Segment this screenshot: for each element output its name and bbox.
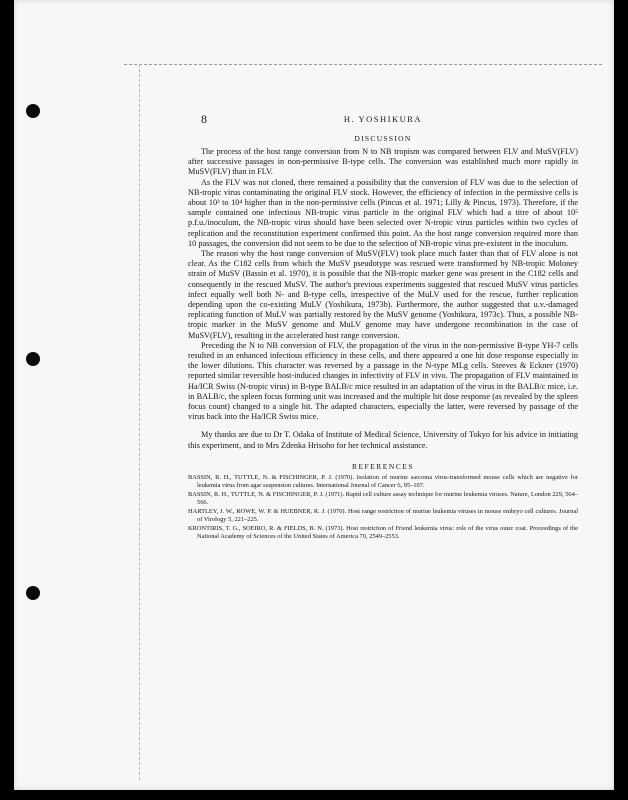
acknowledgement: My thanks are due to Dr T. Odaka of Institute of Medical Science, University of Tokyo for his advice in initiating this experiment, and to Mrs Zdenka Hrisoho for her technical assistance. <box>188 430 578 450</box>
references-title: REFERENCES <box>351 461 415 471</box>
paragraph: As the FLV was not cloned, there remained a possibility that the conversion of FLV was due to the selection of NB-tropic virus contaminating the original FLV stock. However, the efficiency of infection in the permissive cells is about 10² to 10⁴ higher than in the non-permissive cells (Pincus et al. 1971; Lilly & Pincus, 1973). Therefore, if the sample contained one infectious NB-tropic virus particle in the original FLV which had a titre of about 10⁵ p.f.u./inoculum, the NB-tropic virus should have been selected over N-tropic virus particles within two cycles of replication and the reconstitution experiment confirmed this point. As the host range conversion required more than 10 passages, the conversion did not seem to be due to the selection of NB-tropic virus pre-existent in the inoculum. <box>188 177 578 248</box>
running-head: H. YOSHIKURA <box>343 114 423 124</box>
reference-list <box>188 474 578 541</box>
paragraph: The process of the host range conversion from N to NB tropism was compared between FLV and MuSV(FLV) after successive passages in non-permissive B-type cells. The conversion was established much more rapidly in MuSV(FLV) than in FLV. <box>188 147 578 177</box>
paragraph: The reason why the host range conversion of MuSV(FLV) took place much faster than that of FLV alone is not clear. As the C182 cells from which the MuSV pseudotype was rescued were transformed by NB-tropic Moloney strain of MuSV (Bassin et al. 1970), it is possible that the NB-tropic marker gene was present in the C182 cells and consequently in the rescued MuSV. The author's previous experiments suggested that rescued MuSV virus particles infect equally well both N- and B-type cells, irrespective of the MuLV used for the rescue, further replication depending upon the co-existing MuLV (Yoshikura, 1973b). Furthermore, the author suggested that u.v.-damaged replicating function of MuLV was partially restored by the MuSV genome (Yoshikura, 1973c). Thus, a possible NB-tropic marker in the MuSV genome and MuLV genome may have undergone recombination in the case of MuSV(FLV), resulting in the accelerated host range conversion. <box>188 249 578 340</box>
page-content <box>188 112 578 542</box>
punch-hole <box>26 586 40 600</box>
reference-item: KRONTIRIS, T. G., SOEIRO, R. & FIELDS, B. N. (1973). Host restriction of Friend leukemia virus: role of the virus outer coat. Proceedings of the National Academy of Sciences of the United States of America 70, 2549–2553. <box>188 524 578 540</box>
discussion-body <box>188 147 578 451</box>
section-title: DISCUSSION <box>354 134 412 143</box>
copy-edge-line <box>139 64 141 780</box>
copy-edge-line <box>124 64 602 66</box>
reference-item: BASSIN, R. H., TUTTLE, N. & FISCHINGER, P. J. (1971). Rapid cell culture assay technique for murine leukemia viruses. Nature, London 229, 564–566. <box>188 490 578 506</box>
document-sheet <box>14 0 614 790</box>
punch-hole <box>26 104 40 118</box>
punch-hole <box>26 352 40 366</box>
reference-item: BASSIN, R. H., TUTTLE, N. & FISCHINGER, P. J. (1970). Isolation of murine sarcoma virus-transformed mouse cells which are negative for leukemia virus from agar suspension cultures. International Journal of Cancer 6, 95–107. <box>188 473 578 489</box>
paragraph: Preceding the N to NB conversion of FLV, the propagation of the virus in the non-permissive B-type YH-7 cells resulted in an enhanced infectious efficiency in these cells, and there appeared a one hit dose response especially in the lower dilutions. This character was reversed by a passage in the N-type MLg cells. Steeves & Eckner (1970) reported similar reversible host-induced changes in infectivity of FLV in vivo. The propagation of FLV maintained in Ha/ICR Swiss (N-tropic virus) in B-type BALB/c mice resulted in an adaptation of the virus in the BALB/c mice, i.e. in BALB/c, the spleen focus forming unit was increased and the multiple hit dose response (as revealed by the spleen focus count) changed to a single hit. The adapted characters, especially the latter, were reversed by passage of the virus back into the Ha/ICR Swiss mice. <box>188 340 578 422</box>
reference-item: HARTLEY, J. W., ROWE, W. P. & HUEBNER, R. J. (1970). Host range restriction of murine leukemia viruses in mouse embryo cell cultures. Journal of Virology 5, 221–225. <box>188 507 578 523</box>
page-number: 8 <box>201 112 207 126</box>
page-header <box>188 112 578 128</box>
